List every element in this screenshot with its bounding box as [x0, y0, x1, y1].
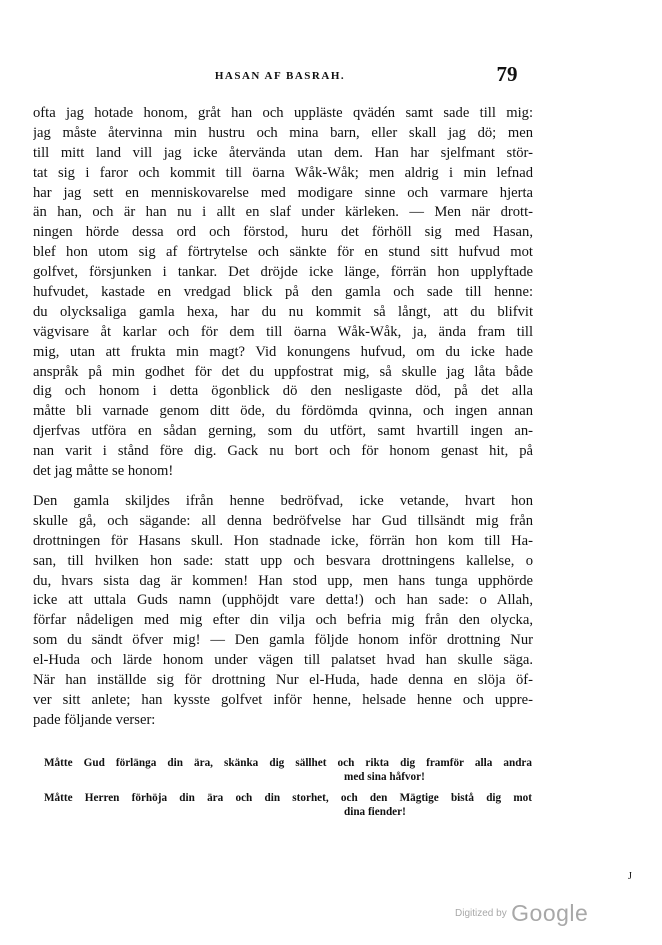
- text-line: mig, utan att frukta min magt? Vid konungens hufvud, om du icke hade: [33, 343, 533, 360]
- verse-1: [44, 757, 532, 785]
- google-logo: Google: [511, 900, 589, 926]
- text-line: som du sändt öfver mig! — Den gamla följde honom inför drottning Nur: [33, 632, 533, 649]
- running-head: HASAN AF BASRAH.: [214, 70, 346, 82]
- verse-line: Måtte Gud förlänga din ära, skänka dig sällhet och rikta dig framför alla andra: [44, 757, 532, 769]
- watermark-prefix: Digitized by: [455, 908, 507, 919]
- text-line: har jag sett en menniskovarelse med modigare sinne och varmare hjerta: [33, 184, 533, 201]
- text-line: nan varit i stånd före dig. Gack nu bort och för honom genast hit, på: [33, 443, 533, 460]
- text-line: ver sitt anlete; han kysste golfvet inför henne, helsade henne och uppre-: [33, 691, 533, 708]
- text-line: ningen hörde dessa ord och förstod, huru det förhöll sig med Hasan,: [33, 224, 533, 241]
- page-number: 79: [496, 62, 518, 86]
- verse-continuation: dina fiender!: [344, 806, 406, 818]
- text-line: du olycksaliga gamla hexa, har du nu kommit så långt, att du blifvit: [33, 303, 533, 320]
- text-line: än han, och är han nu i allt en slaf under kärleken. — Men när drott-: [33, 204, 533, 221]
- text-line: djerfvas utföra en sådan gerning, som du utfört, samt hvartill ingen an-: [33, 423, 533, 440]
- text-line: san, till hvilken hon sade: statt upp och besvara drottningens kallelse, o: [33, 552, 533, 569]
- text-line: förfar nådeligen med mig efter din vilja och befria mig från den olycka,: [33, 612, 533, 629]
- digitized-watermark: [455, 900, 588, 927]
- text-line: skulle gå, och sägande: all denna bedröfvelse har Gud tillsändt mig från: [33, 512, 533, 529]
- text-line: När han inställde sig för drottning Nur el-Huda, hade denna en slöja öf-: [33, 672, 533, 689]
- text-line: tat sig i faror och kommit till öarna Wåk-Wåk; men aldrig i min lefnad: [33, 164, 533, 181]
- verse-2: [44, 792, 532, 820]
- text-line: det jag måtte se honom!: [33, 463, 174, 480]
- text-line: du, hvars sista dag är kommen! Han stod upp, men hans tunga upphörde: [33, 572, 533, 589]
- verse-line: Måtte Herren förhöja din ära och din storhet, och den Mägtige bistå dig mot: [44, 792, 532, 804]
- text-line: vägvisare åt karlar och för dem till öarna Wåk-Wåk, ja, ända fram till: [33, 323, 533, 340]
- text-line: pade följande verser:: [33, 711, 156, 728]
- text-line: el-Huda och lärde honom under vägen till palatset hvad han skulle säga.: [33, 652, 533, 669]
- text-line: blef hon utom sig af förtrytelse och sänkte för en stund sitt hufvud mot: [33, 244, 533, 261]
- text-line: dig och honom i detta ögonblick dö den nesligaste död, på det alla: [33, 383, 533, 400]
- verse-continuation: med sina håfvor!: [344, 771, 425, 783]
- text-line: Den gamla skiljdes ifrån henne bedröfvad, icke vetande, hvart hon: [33, 493, 533, 509]
- text-line: golfvet, försjunken i tankar. Det dröjde icke länge, förrän hon upplyftade: [33, 264, 533, 281]
- text-line: till mitt land vill jag icke återvända utan dem. Han har sjelfmant stör-: [33, 144, 533, 161]
- text-line: jag måste återvinna min hustru och mina barn, eller skall jag dö; men: [33, 124, 533, 141]
- text-line: anspråk på min godhet för det du uppfostrat mig, så skulle jag låta både: [33, 363, 533, 380]
- text-line: ofta jag hotade honom, gråt han och uppläste qvädén samt sade till mig:: [33, 105, 533, 121]
- text-line: måtte bli varnade genom ditt öde, du fördömda qvinna, och ingen annan: [33, 403, 533, 420]
- text-line: drottningen för Hasans skull. Hon stadnade icke, förrän hon kom till Ha-: [33, 532, 533, 549]
- text-line: hufvudet, kastade en vredgad blick på den gamla och sade till henne:: [33, 284, 533, 301]
- paragraph-2: [33, 492, 533, 731]
- text-line: icke att uttala Guds namn (upphöjdt vare detta!) och han sade: o Allah,: [33, 592, 533, 609]
- paragraph-1: [33, 104, 533, 482]
- page-mark: J: [628, 871, 632, 882]
